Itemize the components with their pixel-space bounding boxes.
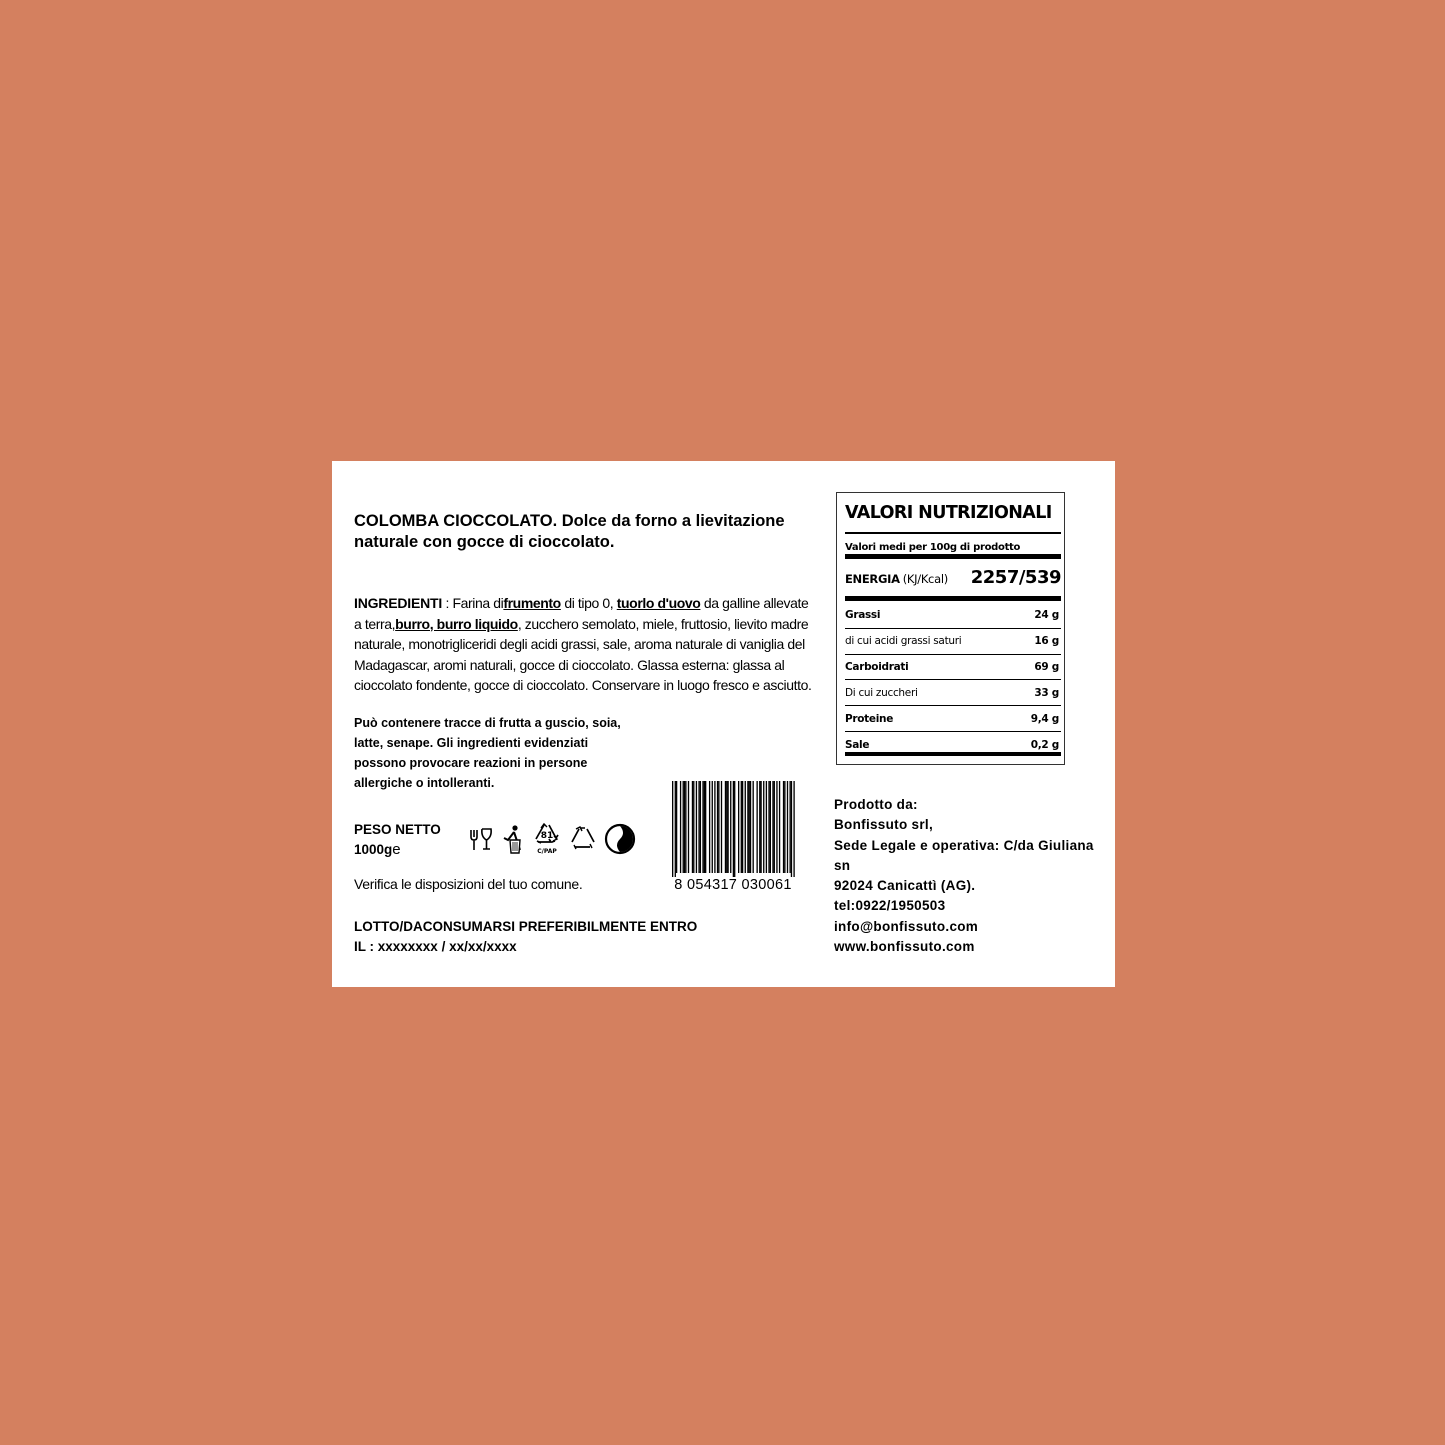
estimate-mark: e xyxy=(392,841,401,858)
barcode-bar xyxy=(704,781,705,873)
barcode-bar xyxy=(730,781,731,873)
nutrition-row xyxy=(845,706,1061,732)
barcode-bar xyxy=(738,781,739,873)
nutrition-row xyxy=(845,680,1061,706)
barcode-bar xyxy=(726,781,727,873)
barcode-bar xyxy=(712,781,713,873)
barcode-bar xyxy=(725,781,726,873)
ingredients-label: INGREDIENTI xyxy=(354,595,443,611)
barcode-bar xyxy=(680,781,681,873)
nutrient-name: Proteine xyxy=(845,712,894,725)
barcode-bar xyxy=(733,781,734,877)
producer-address: Sede Legale e operativa: C/da Giuliana sn xyxy=(834,837,1094,873)
barcode-bar xyxy=(789,781,790,873)
nutrition-row xyxy=(845,603,1061,629)
barcode-bar xyxy=(750,781,751,873)
recycle-triangle-icon xyxy=(568,825,598,853)
barcode-bar xyxy=(745,781,746,873)
product-title: COLOMBA CIOCCOLATO. Dolce da forno a lievitazione naturale con gocce di cioccolato. xyxy=(354,512,785,551)
food-contact-icon xyxy=(468,825,494,853)
nutrient-value: 9,4 g xyxy=(1030,712,1059,725)
lot-expiry xyxy=(354,917,794,957)
barcode-bar xyxy=(698,781,699,873)
barcode-bar xyxy=(692,781,693,873)
barcode-bar xyxy=(684,781,685,873)
barcode-bar xyxy=(676,781,677,873)
barcode-bar xyxy=(760,781,761,873)
barcode-bar xyxy=(693,781,694,873)
barcode-bar xyxy=(709,781,710,873)
net-weight-label: PESO NETTO xyxy=(354,822,441,837)
net-weight-value-row xyxy=(354,840,441,860)
green-dot-icon xyxy=(604,823,636,855)
barcode-bar xyxy=(774,781,775,873)
allergen-highlight: burro, burro liquido xyxy=(395,615,518,632)
barcode-bar xyxy=(749,781,750,873)
barcode-bars xyxy=(670,781,796,891)
barcode-digits: 8 054317 030061 xyxy=(674,877,792,891)
barcode-bar xyxy=(741,781,742,873)
producer-city: 92024 Canicattì (AG). xyxy=(834,878,976,894)
nutrient-value: 33 g xyxy=(1034,686,1059,699)
nutrition-row xyxy=(845,655,1061,681)
producer-heading: Prodotto da: xyxy=(834,797,918,812)
nutrition-subtitle: Valori medi per 100g di prodotto xyxy=(845,542,1021,553)
divider xyxy=(845,554,1061,559)
lot-label: LOTTO/DACONSUMARSI PREFERIBILMENTE ENTRO xyxy=(354,919,698,934)
recycle-code-icon xyxy=(532,822,562,856)
producer-website: www.bonfissuto.com xyxy=(834,939,975,955)
barcode-bar xyxy=(688,781,689,873)
allergen-highlight: tuorlo d'uovo xyxy=(616,595,701,611)
ingredients-part: , zucchero semolato, miele, fruttosio, lievito madre naturale, monotrigliceridi degli acidi grassi, sale, aroma naturale di vaniglia del Madagascar, aromi naturali, gocce di cioccolato. Glassa esterna: glassa al cioccolato fondente, gocce di cioccolato. Conservare in luogo fresco e asciutto. xyxy=(354,615,812,693)
divider xyxy=(845,752,1061,756)
producer-company: Bonfissuto srl, xyxy=(834,817,934,833)
barcode-bar xyxy=(787,781,788,873)
barcode-bar xyxy=(705,781,706,873)
ingredients-part: di tipo 0, xyxy=(560,595,617,611)
barcode-bar xyxy=(770,781,771,873)
barcode-bar xyxy=(700,781,701,873)
energy-label: ENERGIA xyxy=(845,572,900,586)
energy-row xyxy=(845,567,1061,588)
nutrient-value: 24 g xyxy=(1034,609,1059,622)
barcode-bar xyxy=(793,781,794,877)
tidyman-bin-icon xyxy=(500,824,526,854)
barcode-bar xyxy=(753,781,754,873)
recycling-icons xyxy=(468,822,636,856)
allergen-warning: Può contenere tracce di frutta a guscio, soia, latte, senapе. Gli ingredienti evidenziati possono provocare reazioni in persone allergiche o intolleranti. xyxy=(354,716,621,790)
nutrient-name: Grassi xyxy=(845,609,881,622)
barcode-bar xyxy=(779,781,780,873)
barcode-bar xyxy=(783,781,784,873)
allergen-highlight: frumento xyxy=(503,595,561,611)
barcode-bar xyxy=(742,781,743,873)
barcode-bar xyxy=(763,781,764,873)
ingredients-part: : Farina di xyxy=(442,595,504,611)
energy-value: 2257/539 xyxy=(970,567,1061,588)
recycle-code-label: C/PAP xyxy=(537,848,557,855)
barcode-bar xyxy=(776,781,777,873)
producer-email: info@bonfissuto.com xyxy=(834,918,979,934)
divider xyxy=(845,596,1061,601)
nutrition-title: VALORI NUTRIZIONALI xyxy=(845,503,1052,523)
barcode-bar xyxy=(683,781,684,873)
barcode-bar xyxy=(672,781,673,877)
nutrient-name: Di cui zuccheri xyxy=(845,686,918,699)
barcode-bar xyxy=(768,781,769,873)
energy-unit: (KJ/Kcal) xyxy=(902,572,948,586)
barcode xyxy=(670,781,796,891)
net-weight xyxy=(354,820,441,860)
barcode-bar xyxy=(696,781,697,873)
lot-value: IL : xxxxxxxx / xx/xx/xxxx xyxy=(354,939,517,954)
nutrient-name: Sale xyxy=(845,738,870,751)
barcode-bar xyxy=(718,781,719,873)
barcode-bar xyxy=(784,781,785,873)
nutrient-value: 16 g xyxy=(1034,635,1059,648)
producer-phone: tel:0922/1950503 xyxy=(834,898,946,914)
barcode-bar xyxy=(685,781,686,873)
recycle-code-number: 81 xyxy=(540,831,554,841)
nutrient-value: 0,2 g xyxy=(1030,738,1059,751)
barcode-bar xyxy=(791,781,792,877)
barcode-bar xyxy=(756,781,757,873)
barcode-bar xyxy=(721,781,722,873)
nutrient-name: Carboidrati xyxy=(845,660,909,673)
barcode-bar xyxy=(759,781,760,873)
nutrition-row xyxy=(845,629,1061,655)
barcode-bar xyxy=(675,781,676,877)
product-label xyxy=(332,461,1115,987)
barcode-bar xyxy=(727,781,728,873)
barcode-bar xyxy=(717,781,718,873)
nutrient-value: 69 g xyxy=(1034,660,1059,673)
ingredients-part: da galline allevate a terra, xyxy=(354,595,809,632)
nutrition-table xyxy=(836,492,1065,765)
divider xyxy=(845,532,1061,534)
producer-info xyxy=(834,795,1104,957)
barcode-bar xyxy=(766,781,767,873)
ingredients-text xyxy=(354,593,814,696)
barcode-bar xyxy=(714,781,715,873)
nutrient-name: di cui acidi grassi saturi xyxy=(845,635,962,648)
disposal-note: Verifica le disposizioni del tuo comune. xyxy=(354,876,583,892)
barcode-bar xyxy=(734,781,735,877)
barcode-bar xyxy=(702,781,703,873)
barcode-bar xyxy=(747,781,748,873)
barcode-bar xyxy=(772,781,773,873)
net-weight-value: 1000g xyxy=(354,842,393,857)
